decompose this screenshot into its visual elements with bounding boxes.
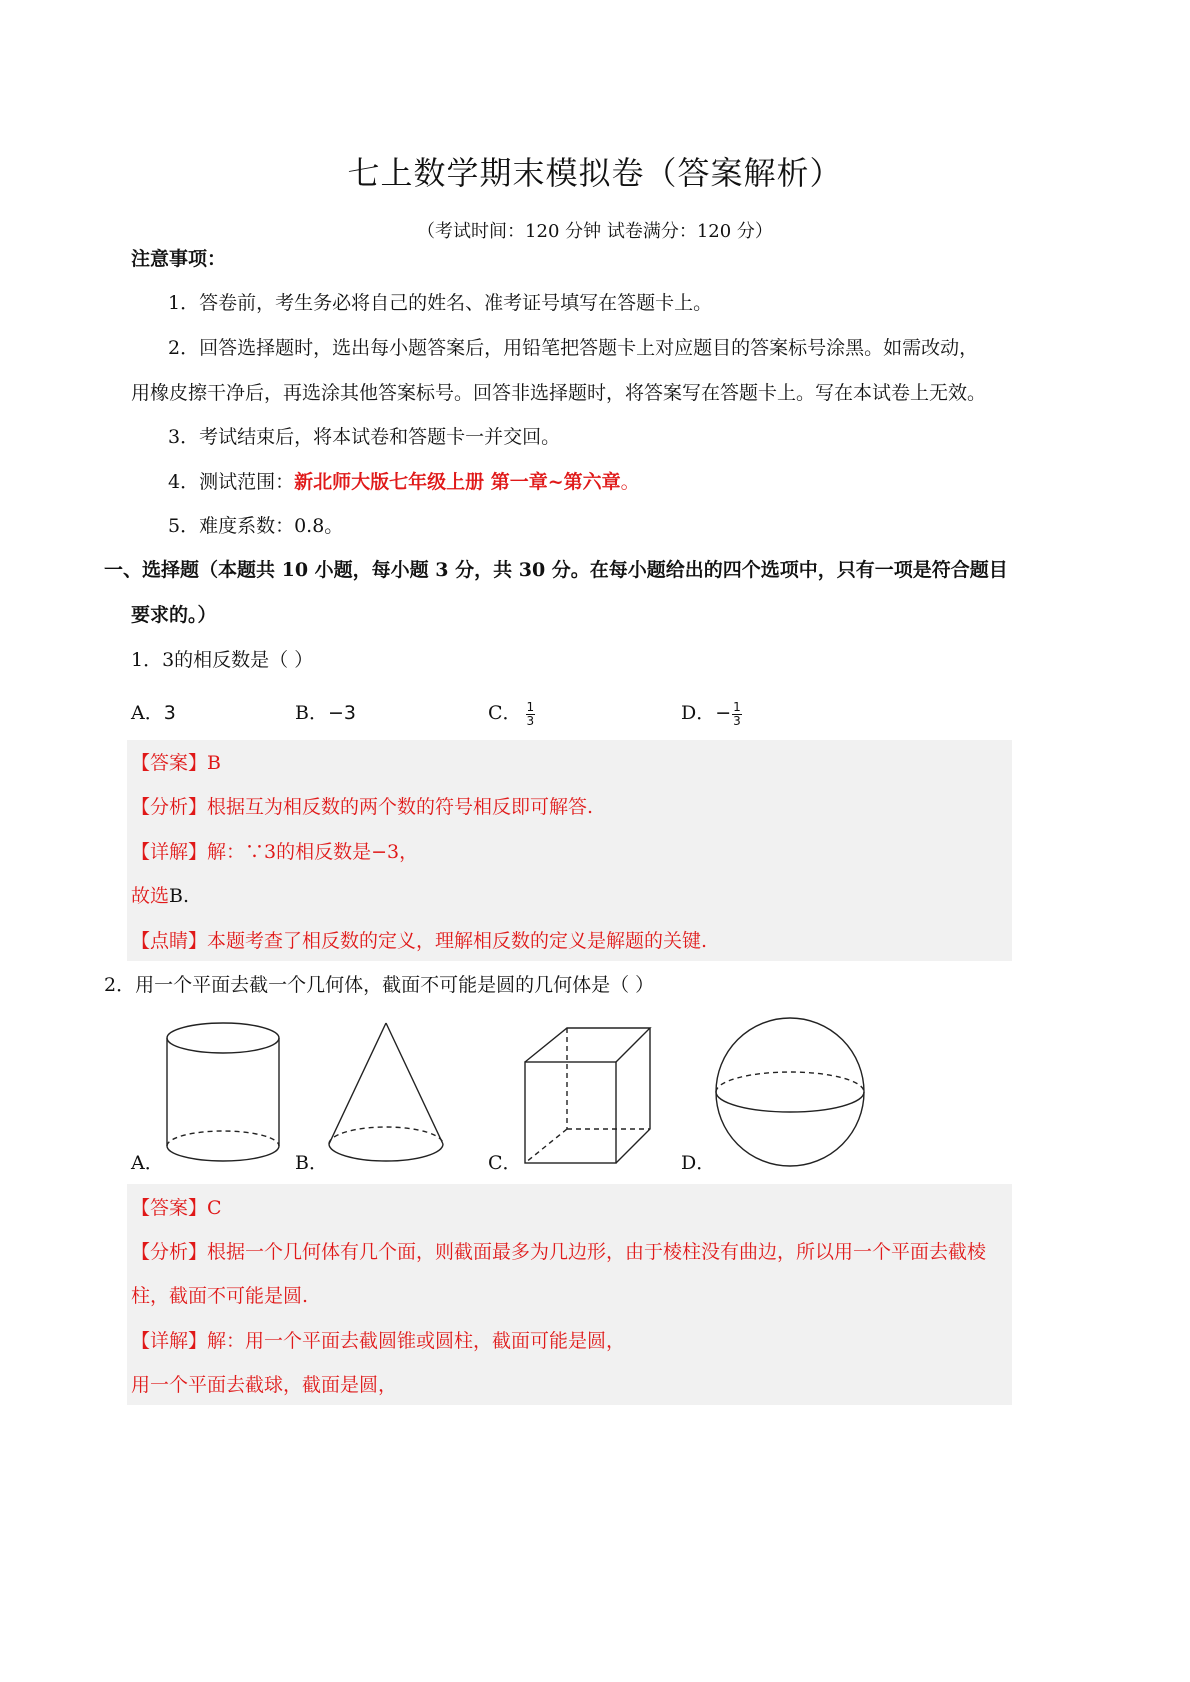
question-1-stem: 1．3的相反数是（ ） xyxy=(131,649,314,671)
answer-value: B xyxy=(207,752,221,774)
detail-text: 解：用一个平面去截圆锥或圆柱，截面可能是圆， xyxy=(207,1330,626,1352)
q1-answer xyxy=(131,750,221,776)
q2-option-d: D． xyxy=(681,1152,716,1174)
q2-analysis-a xyxy=(131,1239,986,1265)
detail-tag: 【详解】 xyxy=(131,841,208,863)
notice-item-5: 5．难度系数：0.8。 xyxy=(168,515,344,537)
answer-tag: 【答案】 xyxy=(131,752,208,774)
notice-item-4 xyxy=(168,469,640,495)
q2-analysis-b: 柱，截面不可能是圆. xyxy=(131,1285,309,1307)
question-2-stem: 2．用一个平面去截一个几何体，截面不可能是圆的几何体是（ ） xyxy=(104,974,655,996)
notice-item-4-prefix: 4．测试范围： xyxy=(168,471,295,493)
cube-figure xyxy=(520,1022,655,1167)
notice-item-1: 1．答卷前，考生务必将自己的姓名、准考证号填写在答题卡上。 xyxy=(168,292,713,314)
section-heading-b: 要求的。） xyxy=(131,604,217,626)
q2-detail-b: 用一个平面去截球，截面是圆， xyxy=(131,1374,398,1396)
q1-option-b xyxy=(295,700,356,726)
q1-option-d xyxy=(681,700,742,728)
answer-tag: 【答案】 xyxy=(131,1197,208,1219)
detail-tag: 【详解】 xyxy=(131,1330,208,1352)
cone-figure xyxy=(325,1018,450,1170)
q1-analysis xyxy=(131,794,593,820)
sphere-figure xyxy=(712,1015,870,1170)
q1-option-a-value: 3 xyxy=(163,702,176,724)
answer-value: C xyxy=(207,1197,222,1219)
page-title: 七上数学期末模拟卷（答案解析） xyxy=(347,154,843,192)
notice-heading: 注意事项： xyxy=(131,248,227,270)
analysis-tag: 【分析】 xyxy=(131,796,208,818)
exam-info: （考试时间：120 分钟 试卷满分：120 分） xyxy=(417,221,773,242)
comment-tag: 【点睛】 xyxy=(131,930,208,952)
notice-item-3: 3．考试结束后，将本试卷和答题卡一并交回。 xyxy=(168,426,561,448)
notice-item-2a: 2．回答选择题时，选出每小题答案后，用铅笔把答题卡上对应题目的答案标号涂黑。如需改动， xyxy=(168,337,979,359)
analysis-text: 根据互为相反数的两个数的符号相反即可解答. xyxy=(207,796,594,818)
conclusion-text: 故选 xyxy=(131,885,170,907)
q1-comment xyxy=(131,928,707,954)
q1-detail xyxy=(131,839,418,865)
notice-item-4-suffix: 。 xyxy=(620,471,640,493)
cylinder-figure xyxy=(160,1018,290,1170)
q1-option-c-label: C． xyxy=(488,702,522,724)
fraction: $\frac{1}{3}$ xyxy=(733,699,741,728)
analysis-tag: 【分析】 xyxy=(131,1241,208,1263)
q2-option-b: B． xyxy=(295,1152,328,1174)
analysis-text: 根据一个几何体有几个面，则截面最多为几边形，由于棱柱没有曲边，所以用一个平面去截棱 xyxy=(207,1241,987,1263)
q1-option-b-value: −3 xyxy=(327,702,356,724)
q1-option-d-label: D． xyxy=(681,702,716,724)
test-scope: 新北师大版七年级上册 第一章~第六章 xyxy=(294,471,621,493)
q2-option-c: C． xyxy=(488,1152,522,1174)
section-heading-a: 一、选择题（本题共 10 小题，每小题 3 分，共 30 分。在每小题给出的四个选项中，只有一项是符合题目 xyxy=(104,559,1008,581)
q1-option-a xyxy=(131,700,176,726)
q1-option-c xyxy=(488,700,535,728)
conclusion-choice: B. xyxy=(169,885,190,907)
q2-detail-a xyxy=(131,1328,625,1354)
comment-text: 本题考查了相反数的定义，理解相反数的定义是解题的关键. xyxy=(207,930,708,952)
detail-text: 解：∵3的相反数是−3， xyxy=(207,841,419,863)
q1-option-b-label: B． xyxy=(295,702,328,724)
q2-answer xyxy=(131,1195,222,1221)
q2-option-a: A． xyxy=(131,1152,164,1174)
minus-sign: − xyxy=(715,702,732,724)
q1-option-a-label: A． xyxy=(131,702,164,724)
fraction: $\frac{1}{3}$ xyxy=(526,699,535,728)
notice-item-2b: 用橡皮擦干净后，再选涂其他答案标号。回答非选择题时，将答案写在答题卡上。写在本试卷上无效。 xyxy=(131,382,987,404)
q1-conclusion xyxy=(131,883,189,909)
